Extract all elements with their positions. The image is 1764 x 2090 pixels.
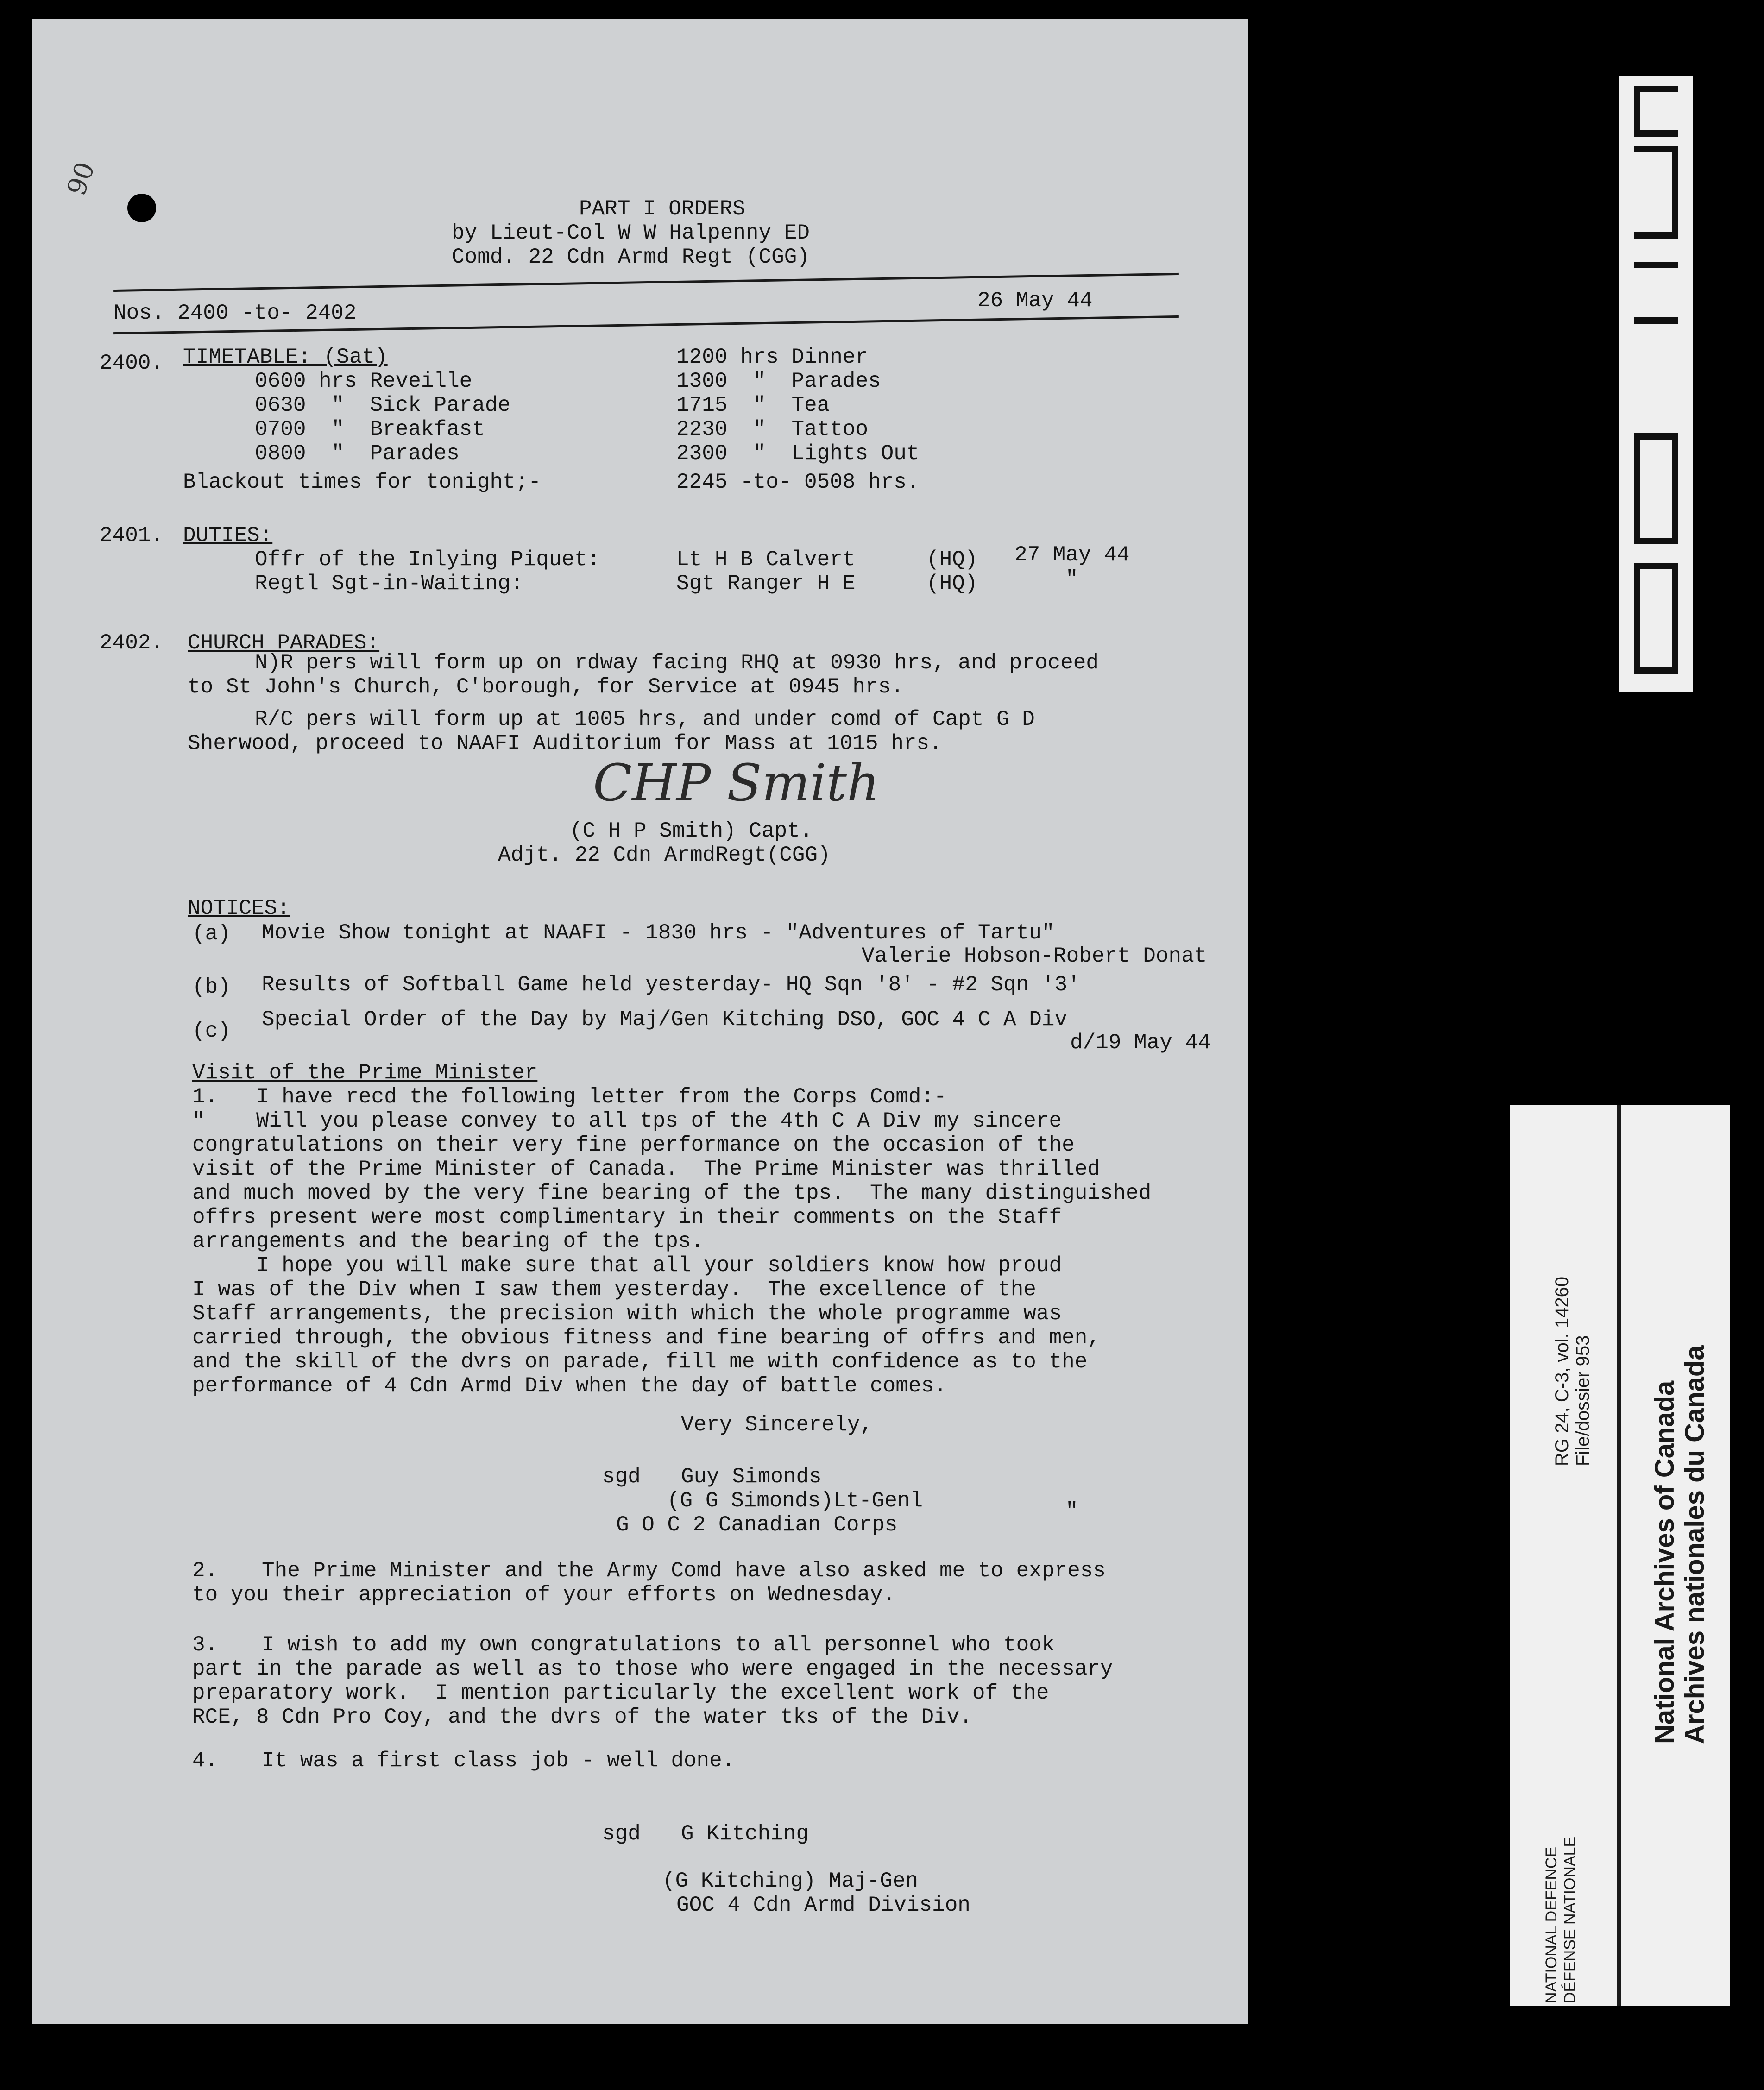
archive-reference-2: File/dossier 953 — [1573, 1335, 1593, 1466]
final-signature-name: G Kitching — [681, 1822, 809, 1846]
notice-b-text: Results of Softball Game held yesterday- HQ Sqn '8' - #2 Sqn '3' — [262, 973, 1080, 997]
letter-line-6: arrangements and the bearing of the tps. — [192, 1229, 704, 1253]
para-3-line-3: RCE, 8 Cdn Pro Coy, and the dvrs of the water tks of the Div. — [192, 1705, 972, 1729]
closing-quote-mark: " — [1065, 1499, 1078, 1523]
frame-digit-mark — [1634, 262, 1678, 268]
church-line-3: Sherwood, proceed to NAAFI Auditorium for Mass at 1015 hrs. — [188, 731, 942, 755]
department-en: NATIONAL DEFENCE — [1543, 1846, 1560, 2003]
church-line-1: to St John's Church, C'borough, for Service at 0945 hrs. — [188, 675, 904, 699]
visit-heading: Visit of the Prime Minister — [192, 1061, 538, 1085]
timetable-left-3: 0800 " Parades — [255, 441, 460, 466]
church-heading: CHURCH PARADES: — [188, 631, 380, 655]
letter-line-7: I hope you will make sure that all your soldiers know how proud — [192, 1253, 1062, 1278]
archive-name-fr: Archives nationales du Canada — [1680, 1345, 1710, 1744]
para-number-2400: 2400. — [100, 351, 164, 375]
signatory-name: (C H P Smith) Capt. — [570, 819, 813, 843]
order-date: 26 May 44 — [977, 289, 1093, 313]
punch-hole — [127, 194, 156, 222]
letter-line-4: and much moved by the very fine bearing of the tps. The many distinguished — [192, 1181, 1152, 1205]
department-fr: DÉFENSE NATIONALE — [1561, 1836, 1579, 2003]
frame-digit-mark — [1634, 563, 1678, 674]
handwritten-signature: CHP Smith — [593, 753, 880, 812]
margin-note: 90 — [61, 158, 101, 200]
para-3-line-2: preparatory work. I mention particularly the excellent work of the — [192, 1681, 1049, 1705]
issuer-line: by Lieut-Col W W Halpenny ED — [452, 221, 810, 245]
letter-line-3: visit of the Prime Minister of Canada. The Prime Minister was thrilled — [192, 1157, 1100, 1181]
church-line-0: N)R pers will form up on rdway facing RHQ at 0930 hrs, and proceed — [255, 651, 1099, 675]
notice-a-text: Movie Show tonight at NAAFI - 1830 hrs - "Adventures of Tartu" — [262, 921, 1055, 945]
notice-a-continued: Valerie Hobson-Robert Donat — [862, 944, 1207, 968]
para-4-line-0: It was a first class job - well done. — [262, 1749, 735, 1773]
para-3-line-1: part in the parade as well as to those who were engaged in the necessary — [192, 1657, 1113, 1681]
frame-digit-mark — [1634, 146, 1678, 239]
notice-c-continued: d/19 May 44 — [1070, 1031, 1211, 1055]
command-line: Comd. 22 Cdn Armd Regt (CGG) — [452, 245, 810, 269]
letter-line-0: 1. I have recd the following letter from the Corps Comd:- — [192, 1085, 947, 1109]
church-line-2: R/C pers will form up at 1005 hrs, and under comd of Capt G D — [255, 707, 1035, 731]
document-page — [32, 19, 1248, 2024]
duty-unit-0: (HQ) — [926, 548, 978, 572]
timetable-right-3: 2230 " Tattoo — [676, 417, 869, 441]
timetable-right-0: 1200 hrs Dinner — [676, 345, 869, 369]
letter-sgd: sgd — [602, 1465, 641, 1489]
letter-line-10: carried through, the obvious fitness and fine bearing of offrs and men, — [192, 1326, 1100, 1350]
notice-c-text: Special Order of the Day by Maj/Gen Kitching DSO, GOC 4 C A Div — [262, 1007, 1068, 1032]
final-sgd: sgd — [602, 1822, 641, 1846]
notice-c-label: (c) — [192, 1019, 231, 1043]
para-2-line-1: to you their appreciation of your efforts on Wednesday. — [192, 1583, 896, 1607]
frame-digit-mark — [1634, 317, 1678, 324]
letter-line-9: Staff arrangements, the precision with which the whole programme was — [192, 1302, 1062, 1326]
para-2-line-0: The Prime Minister and the Army Comd have also asked me to express — [262, 1559, 1106, 1583]
letter-line-12: performance of 4 Cdn Armd Div when the day of battle comes. — [192, 1374, 947, 1398]
blackout-value: 2245 -to- 0508 hrs. — [676, 470, 920, 494]
duty-date-1: " — [1065, 567, 1078, 591]
timetable-left-0: 0600 hrs Reveille — [255, 369, 472, 393]
frame-number-strip — [1619, 76, 1693, 692]
archive-reference-1: RG 24, C-3, vol. 14260 — [1552, 1276, 1572, 1466]
blackout-label: Blackout times for tonight;- — [183, 470, 541, 494]
notice-b-label: (b) — [192, 975, 231, 999]
para-3-line-0: I wish to add my own congratulations to all personnel who took — [262, 1633, 1055, 1657]
para-3-number: 3. — [192, 1633, 218, 1657]
signatory-title: Adjt. 22 Cdn ArmdRegt(CGG) — [498, 843, 831, 867]
letter-signature-name: Guy Simonds — [681, 1465, 822, 1489]
notice-a-label: (a) — [192, 922, 231, 946]
letter-line-11: and the skill of the dvrs on parade, fill me with confidence as to the — [192, 1350, 1088, 1374]
duty-unit-1: (HQ) — [926, 572, 978, 596]
letter-line-1: " Will you please convey to all tps of the 4th C A Div my sincere — [192, 1109, 1062, 1133]
letter-line-2: congratulations on their very fine performance on the occasion of the — [192, 1133, 1075, 1157]
letter-signatory-title: G O C 2 Canadian Corps — [616, 1513, 898, 1537]
para-4-number: 4. — [192, 1749, 218, 1773]
timetable-left-2: 0700 " Breakfast — [255, 417, 485, 441]
letter-line-5: offrs present were most complimentary in their comments on the Staff — [192, 1205, 1062, 1229]
letter-closing: Very Sincerely, — [681, 1413, 873, 1437]
duties-heading: DUTIES: — [183, 523, 273, 548]
card-divider — [1617, 1105, 1621, 2006]
duty-name-0: Lt H B Calvert — [676, 548, 856, 572]
duty-role-1: Regtl Sgt-in-Waiting: — [255, 572, 523, 596]
archive-name-en: National Archives of Canada — [1650, 1380, 1680, 1744]
timetable-left-1: 0630 " Sick Parade — [255, 393, 511, 417]
frame-digit-mark — [1634, 86, 1678, 137]
timetable-heading: TIMETABLE: (Sat) — [183, 345, 388, 369]
timetable-right-1: 1300 " Parades — [676, 369, 881, 393]
letter-line-8: I was of the Div when I saw them yesterday. The excellence of the — [192, 1278, 1036, 1302]
final-signatory-title: GOC 4 Cdn Armd Division — [676, 1893, 970, 1917]
archive-card — [1510, 1105, 1730, 2006]
document-title: PART I ORDERS — [579, 197, 745, 221]
timetable-right-4: 2300 " Lights Out — [676, 441, 920, 466]
para-2-number: 2. — [192, 1559, 218, 1583]
final-signatory-rank: (G Kitching) Maj-Gen — [662, 1869, 919, 1893]
notices-heading: NOTICES: — [188, 896, 290, 920]
para-number-2402: 2402. — [100, 631, 164, 655]
duty-name-1: Sgt Ranger H E — [676, 572, 856, 596]
order-numbers: Nos. 2400 -to- 2402 — [113, 301, 357, 325]
timetable-right-2: 1715 " Tea — [676, 393, 830, 417]
duty-role-0: Offr of the Inlying Piquet: — [255, 548, 600, 572]
para-number-2401: 2401. — [100, 523, 164, 548]
letter-signatory-rank: (G G Simonds)Lt-Genl — [667, 1489, 923, 1513]
frame-digit-mark — [1634, 433, 1678, 544]
duty-date-0: 27 May 44 — [1014, 543, 1130, 567]
